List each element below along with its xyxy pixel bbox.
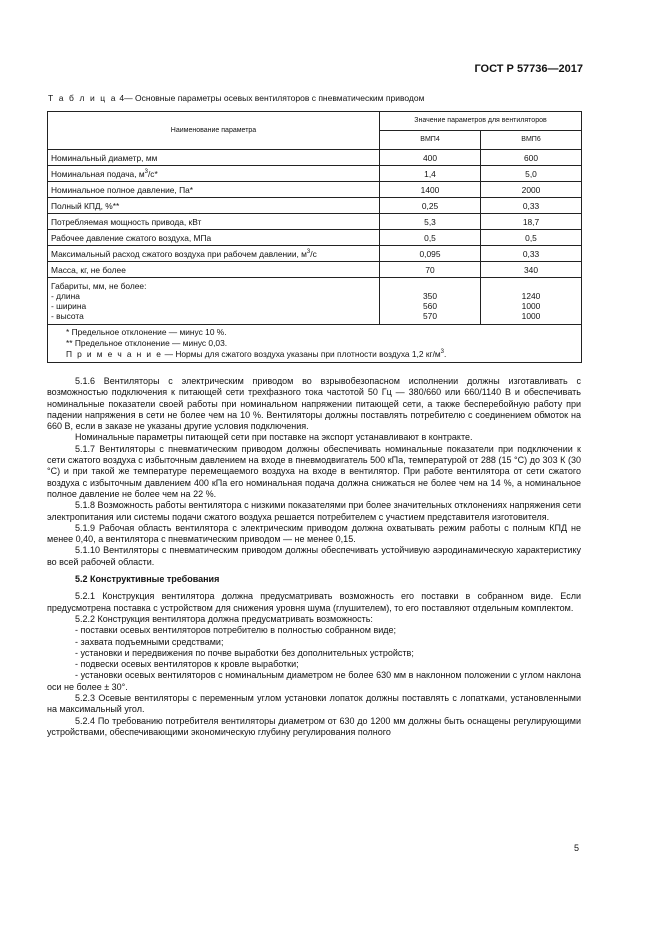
value-vmp6: 1240 1000 1000	[481, 278, 582, 325]
param-name: Полный КПД, %**	[48, 198, 380, 214]
table-caption-label: Т а б л и ц а	[48, 93, 118, 103]
list-item: - установки и передвижения по почве выработки без дополнительных устройств;	[75, 647, 414, 658]
paragraph: 5.2.3 Осевые вентиляторы с переменным углом установки лопаток должны поставлять с лопатками, установленными на максимальный угол.	[47, 693, 581, 715]
table-remark: П р и м е ч а н и е — Нормы для сжатого воздуха указаны при плотности воздуха 1,2 $кг/м^3$.	[66, 349, 447, 359]
table-row	[48, 230, 582, 246]
parameters-table	[47, 111, 582, 363]
list-item: - подвески осевых вентиляторов к кровле выработки;	[75, 659, 299, 670]
list-item: - захвата подъемными средствами;	[75, 636, 224, 647]
document-id: ГОСТ Р 57736—2017	[474, 63, 583, 75]
body-text	[47, 376, 581, 738]
param-name: Номинальная подача, $м^3/с*$	[48, 166, 380, 182]
param-name: Рабочее давление сжатого воздуха, МПа	[48, 230, 380, 246]
value-vmp4: 5,3	[380, 214, 481, 230]
value-vmp4: 70	[380, 262, 481, 278]
value-vmp6: 5,0	[481, 166, 582, 182]
table-caption	[48, 93, 424, 103]
section-heading: 5.2 Конструктивные требования	[75, 574, 220, 585]
value-vmp4: 0,5	[380, 230, 481, 246]
value-vmp6: 0,33	[481, 198, 582, 214]
param-name: Номинальный диаметр, мм	[48, 150, 380, 166]
col-header-vmp4: ВМП4	[380, 131, 481, 150]
paragraph: Номинальные параметры питающей сети при поставке на экспорт устанавливают в контракте.	[75, 432, 473, 443]
col-header-group: Значение параметров для вентиляторов	[380, 112, 582, 131]
paragraph: 5.2.4 По требованию потребителя вентиляторы диаметром от 630 до 1200 мм должны быть оснащены регулирующими устройствами, обеспечивающими экономическую глубину регулирования полного	[47, 715, 581, 737]
value-vmp4: 1,4	[380, 166, 481, 182]
page-number: 5	[573, 843, 579, 853]
footnote-2: ** Предельное отклонение — минус 0,03.	[66, 338, 228, 348]
table-row	[48, 246, 582, 262]
paragraph: 5.2.1 Конструкция вентилятора должна предусматривать возможность его поставки в собранном виде. Если предусмотрена поставка с устройством для снижения уровня шума (глушителем), то его поставляют отдельным комплектом.	[47, 591, 581, 613]
param-name: Масса, кг, не более	[48, 262, 380, 278]
table-row	[48, 214, 582, 230]
value-vmp6: 0,5	[481, 230, 582, 246]
value-vmp4: 0,25	[380, 198, 481, 214]
value-vmp6: 600	[481, 150, 582, 166]
paragraph: 5.1.9 Рабочая область вентилятора с электрическим приводом должна охватывать режим работы с полным КПД не менее 0,40, а вентилятора с пневматическим приводом — не менее 0,15.	[47, 522, 581, 545]
paragraph: 5.2.2 Конструкция вентилятора должна предусматривать возможность:	[75, 613, 373, 624]
paragraph: 5.1.10 Вентиляторы с пневматическим приводом должны обеспечивать устойчивую аэродинамическую характеристику во всей рабочей области.	[47, 545, 581, 567]
col-header-name: Наименование параметра	[48, 112, 380, 150]
value-vmp6: 2000	[481, 182, 582, 198]
table-row	[48, 150, 582, 166]
table-row-dimensions	[48, 278, 582, 325]
table-row	[48, 166, 582, 182]
value-vmp6: 18,7	[481, 214, 582, 230]
value-vmp6: 340	[481, 262, 582, 278]
value-vmp4: 400	[380, 150, 481, 166]
table-row	[48, 262, 582, 278]
value-vmp4: 1400	[380, 182, 481, 198]
table-caption-text: 4— Основные параметры осевых вентиляторов с пневматическим приводом	[117, 93, 425, 103]
paragraph: 5.1.7 Вентиляторы с пневматическим приводом должны обеспечивать номинальные показатели при подключении к сети сжатого воздуха с избыточным давлением на входе в пневмодвигатель 500 кПа, температурой от 288 (15 °С) до 303 К (30 °С) и при такой же температуре перемещаемого воздуха на входе в вентилятор. При работе вентилятора от сети сжатого воздуха с избыточным давлением 400 кПа его номинальная подача должна снижаться не более чем на 14 %, а номинальное полное давление не более чем на 22 %.	[47, 443, 581, 499]
value-vmp6: 0,33	[481, 246, 582, 262]
param-name: Габариты, мм, не более: - длина - ширина - высота	[48, 278, 380, 325]
table-row	[48, 198, 582, 214]
param-name: Максимальный расход сжатого воздуха при рабочем давлении, $м^3/с$	[48, 246, 380, 262]
paragraph: 5.1.8 Возможность работы вентилятора с низкими показателями при более значительных отклонениях напряжения сети электропитания или системы подачи сжатого воздуха решается потребителем с участием представителя изготовителя.	[47, 500, 581, 522]
footnote-1: * Предельное отклонение — минус 10 %.	[66, 327, 227, 337]
col-header-vmp6: ВМП6	[481, 131, 582, 150]
value-vmp4: 350 560 570	[380, 278, 481, 325]
param-name: Номинальное полное давление, Па*	[48, 182, 380, 198]
table-notes	[48, 325, 582, 363]
param-name: Потребляемая мощность привода, кВт	[48, 214, 380, 230]
paragraph: 5.1.6 Вентиляторы с электрическим приводом во взрывобезопасном исполнении должны изготавливать с возможностью подключения к питающей сети трехфазного тока частотой 50 Гц — 380/660 или 660/1140 В и обеспечивать номинальные показатели своей работы при номинальном напряжении питающей сети, а также бесперебойную работу при падении напряжения в сети не более чем на 10 %. Вентиляторы должны поставлять потребителю с соединением обмоток на 660 В, если в заказе не указаны другие условия подключения.	[47, 376, 581, 432]
list-item: - поставки осевых вентиляторов потребителю в полностью собранном виде;	[75, 625, 397, 636]
list-item: - установки осевых вентиляторов с номинальным диаметром не более 630 мм в наклонном положении с углом наклона оси не более ± 30°.	[47, 670, 581, 692]
value-vmp4: 0,095	[380, 246, 481, 262]
table-row	[48, 182, 582, 198]
